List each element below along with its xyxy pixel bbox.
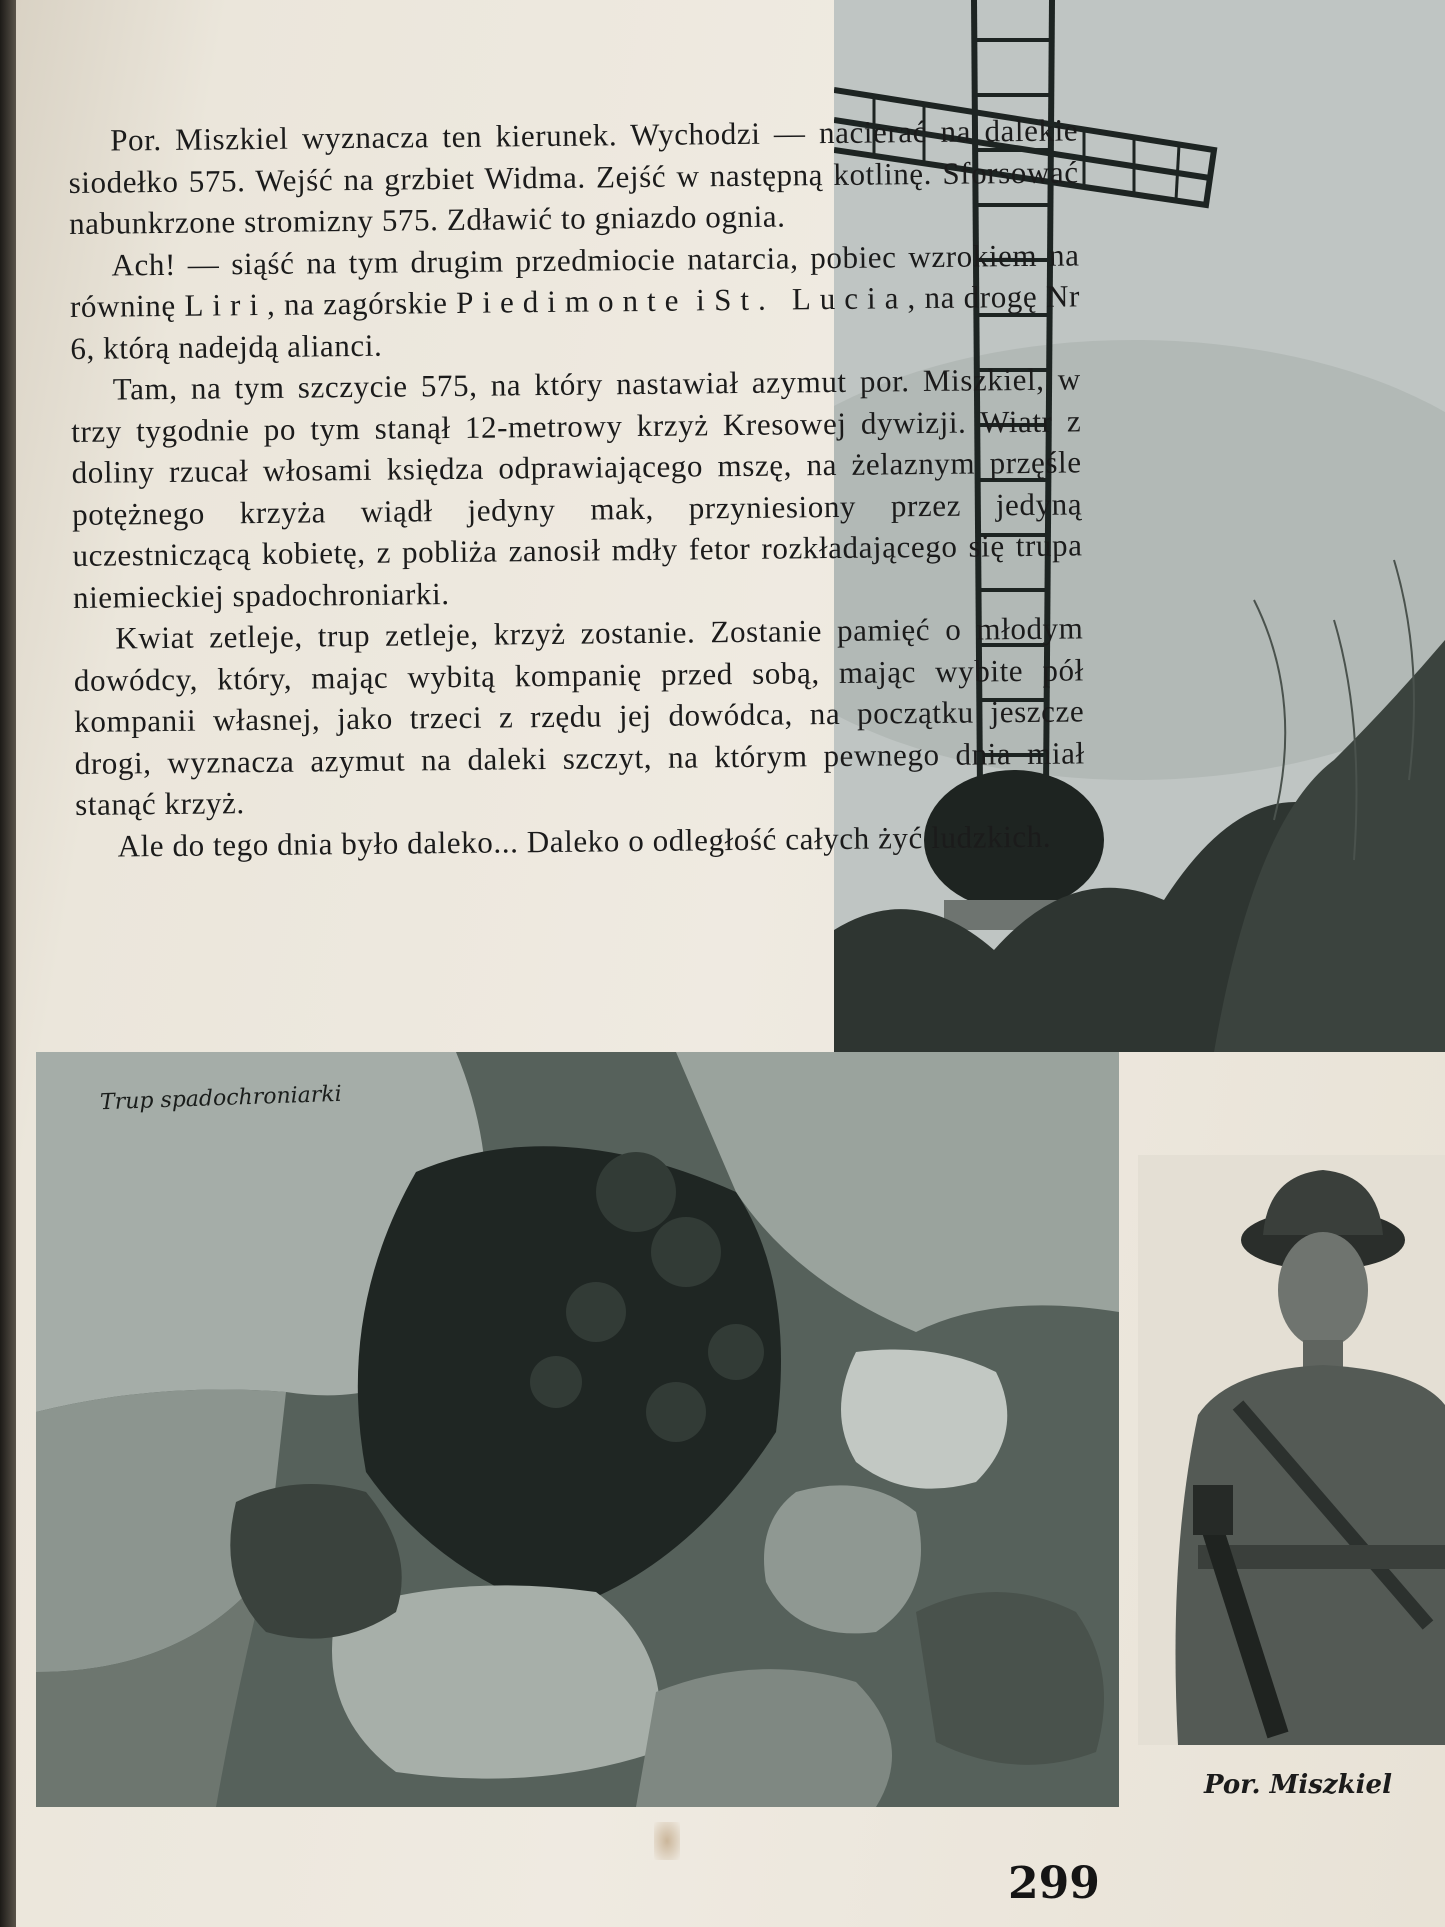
soldier-photo	[1138, 1155, 1445, 1745]
article-body	[68, 109, 1086, 867]
soldier-photo-caption: Por. Miszkiel	[1204, 1770, 1392, 1800]
paper-stain	[654, 1822, 680, 1860]
rocks-photo	[36, 1052, 1119, 1807]
book-spine	[0, 0, 16, 1927]
paragraph-1: Por. Miszkiel wyznacza ten kierunek. Wychodzi — nacierać na dalekie siodełko 575. Wejść na grzbiet Widma. Zejść w następną kotlinę. Sforsować nabunkrzone stromizny 575. Zdławić to gniazdo ognia.	[68, 112, 1079, 241]
page-number: 299	[1008, 1858, 1100, 1909]
place-liri: Liri	[184, 286, 268, 323]
paragraph-2: Ach! — siąść na tym drugim przedmiocie natarcia, pobiec wzrokiem na równinę Liri, na zagórskie Piedimonte i St. Lucia, na drogę Nr 6, którą nadejdą alianci.	[69, 236, 1081, 366]
place-piedimonte: Piedimonte	[456, 282, 688, 320]
book-page	[16, 0, 1445, 1927]
paragraph-5: Ale do tego dnia było daleko... Daleko o odległość całych żyć ludzkich.	[117, 818, 1052, 864]
place-st-lucia: St. Lucia	[713, 280, 908, 318]
paragraph-3: Tam, na tym szczycie 575, na który nastawiał azymut por. Miszkiel, w trzy tygodnie po tym stanął 12-metrowy krzyż Kresowej dywizji. Wiatr z doliny rzucał włosami księdza odprawiającego mszę, na żelaznym przęśle potężnego krzyża wiądł jedyny mak, przyniesiony przez jedyną uczestniczącą kobietę, z pobliża zanosił mdły fetor rozkładającego się trupa niemieckiej spadochroniarki.	[71, 361, 1083, 615]
rocks-photo-caption: Trup spadochroniarki	[99, 1081, 343, 1116]
paragraph-4: Kwiat zetleje, trup zetleje, krzyż zostanie. Zostanie pamięć o młodym dowódcy, który, mając wybitą kompanię przed sobą, mając wybite pół kompanii własnej, jako trzeci z rzędu jej dowódca, na początku jeszcze drogi, wyznacza azymut na daleki szczyt, na którym pewnego dnia miał stanąć krzyż.	[73, 610, 1085, 822]
